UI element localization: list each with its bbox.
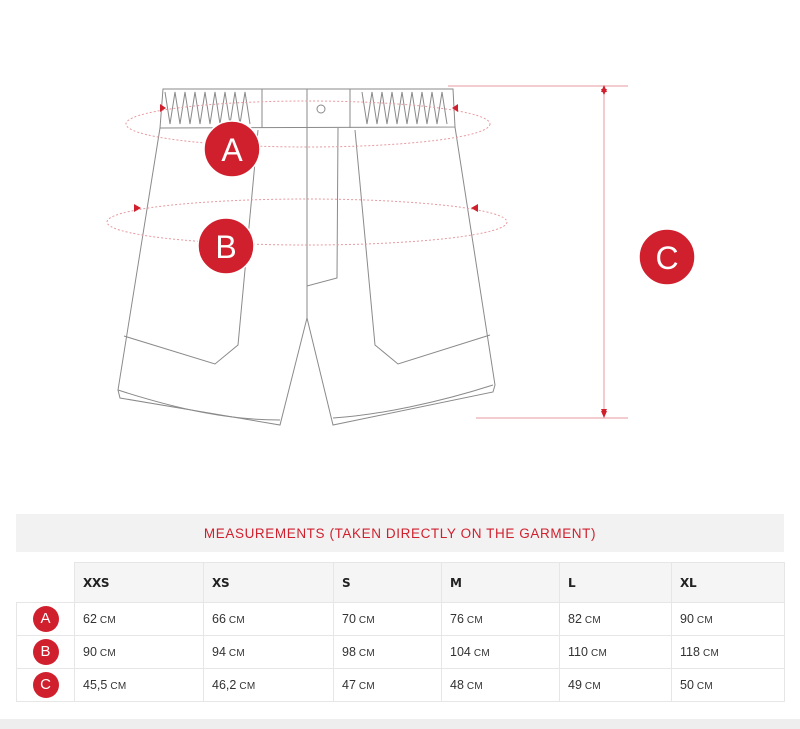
table-cell: 82 CM: [560, 603, 672, 636]
size-xs: XS: [204, 563, 334, 603]
table-cell: 48 CM: [442, 669, 560, 702]
svg-text:C: C: [655, 240, 679, 276]
corner-cell: [17, 563, 75, 603]
svg-text:B: B: [215, 229, 237, 265]
table-cell: 76 CM: [442, 603, 560, 636]
measurements-header: [16, 514, 784, 552]
table-cell: 104 CM: [442, 636, 560, 669]
size-header-row: [17, 563, 785, 603]
bottom-bar: [0, 719, 800, 729]
row-label-cell: [17, 636, 75, 669]
table-cell: 90 CM: [75, 636, 204, 669]
table-cell: 46,2 CM: [204, 669, 334, 702]
size-l: L: [560, 563, 672, 603]
label-a: [204, 121, 260, 177]
table-cell: 94 CM: [204, 636, 334, 669]
table-cell: 90 CM: [672, 603, 785, 636]
shorts-outline: [118, 89, 495, 425]
table-row: [17, 603, 785, 636]
table-cell: 49 CM: [560, 669, 672, 702]
row-badge-a: A: [33, 606, 59, 632]
svg-text:A: A: [221, 132, 243, 168]
table-cell: 66 CM: [204, 603, 334, 636]
row-label-cell: [17, 603, 75, 636]
table-cell: 45,5 CM: [75, 669, 204, 702]
row-label-cell: [17, 669, 75, 702]
table-cell: 110 CM: [560, 636, 672, 669]
row-badge-c: C: [33, 672, 59, 698]
table-row: [17, 636, 785, 669]
table-cell: 98 CM: [334, 636, 442, 669]
table-cell: 70 CM: [334, 603, 442, 636]
measurement-lines: [107, 86, 628, 418]
measurements-title: MEASUREMENTS (TAKEN DIRECTLY ON THE GARMENT): [203, 525, 597, 541]
table-cell: 62 CM: [75, 603, 204, 636]
size-table: [16, 562, 785, 702]
size-xxs: XXS: [75, 563, 204, 603]
size-s: S: [334, 563, 442, 603]
label-b: [198, 218, 254, 274]
size-m: M: [442, 563, 560, 603]
size-xl: XL: [672, 563, 785, 603]
table-cell: 118 CM: [672, 636, 785, 669]
table-cell: 47 CM: [334, 669, 442, 702]
table-cell: 50 CM: [672, 669, 785, 702]
row-badge-b: B: [33, 639, 59, 665]
label-c: [639, 229, 695, 285]
table-row: [17, 669, 785, 702]
